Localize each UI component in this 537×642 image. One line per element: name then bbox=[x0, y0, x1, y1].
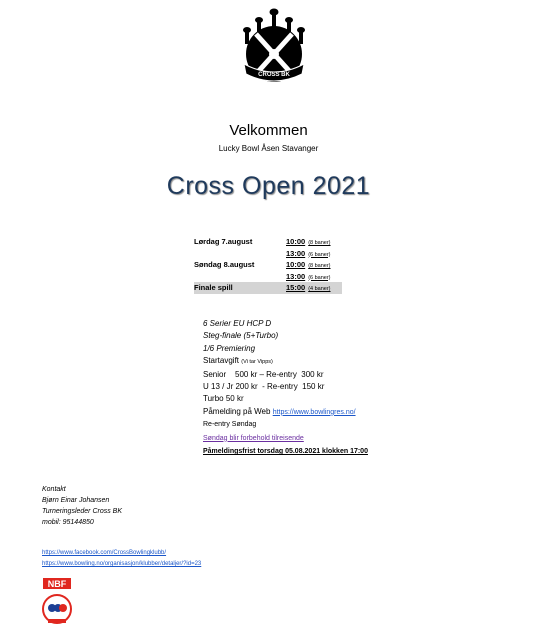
series-text: 6 Serier EU HCP D bbox=[203, 319, 272, 328]
logo-text: CROSS BK bbox=[258, 72, 290, 78]
schedule-row bbox=[194, 236, 342, 248]
venue-text: Lucky Bowl Åsen Stavanger bbox=[218, 144, 319, 153]
senior-fee: Senior 500 kr – Re-entry 300 kr bbox=[203, 369, 324, 379]
schedule-time: 10:00 (8 baner) bbox=[286, 260, 331, 269]
junior-fee: U 13 / Jr 200 kr - Re-entry 150 kr bbox=[203, 382, 325, 392]
contact-role: Turneringsleder Cross BK bbox=[42, 508, 123, 515]
schedule-row bbox=[194, 248, 342, 260]
links-block bbox=[42, 548, 201, 570]
signup-label: Påmelding på Web bbox=[203, 406, 271, 416]
contact-block bbox=[42, 484, 122, 528]
schedule-day: Lørdag 7.august bbox=[194, 237, 253, 246]
schedule-lanes: (6 baner) bbox=[308, 274, 331, 281]
schedule-lanes: (8 baner) bbox=[308, 263, 331, 269]
fee-label: Startavgift bbox=[203, 356, 240, 366]
schedule-lanes: (6 baner) bbox=[308, 251, 331, 258]
bowling-club-link[interactable]: https://www.bowling.no/organisasjon/klubber/detaljer/?id=23 bbox=[42, 561, 202, 567]
stepfinal-text: Steg-finale (5+Turbo) bbox=[203, 331, 279, 341]
schedule-time: 13:00 (6 baner) bbox=[286, 248, 331, 258]
event-info bbox=[203, 318, 443, 458]
nbf-logo bbox=[42, 577, 72, 629]
schedule-lanes: (8 baner) bbox=[308, 240, 331, 246]
welcome-heading: Velkommen bbox=[229, 122, 308, 139]
signup-link[interactable]: https://www.bowlingres.no/ bbox=[272, 408, 356, 416]
contact-label: Kontakt bbox=[42, 486, 66, 493]
schedule-row bbox=[194, 282, 342, 294]
reservation-link[interactable]: Søndag blir forbehold tilreisende bbox=[203, 434, 304, 442]
facebook-link[interactable]: https://www.facebook.com/CrossBowlingklubb/ bbox=[42, 550, 167, 556]
signup-line bbox=[203, 406, 443, 419]
contact-name: Bjørn Einar Johansen bbox=[42, 497, 110, 504]
schedule-time: 15:00 (4 baner) bbox=[286, 283, 331, 292]
schedule-day: Finale spill bbox=[194, 283, 233, 292]
nbf-letters: NBF bbox=[47, 579, 67, 589]
schedule-time: 13:00 (6 baner) bbox=[286, 271, 331, 281]
prizes-text: 1/6 Premiering bbox=[203, 343, 256, 353]
cross-bk-logo bbox=[236, 6, 312, 90]
fee-note: (Vi tar Vipps) bbox=[241, 359, 273, 366]
reentry-sunday: Re-entry Søndag bbox=[203, 421, 257, 429]
schedule-time: 10:00 (8 baner) bbox=[286, 237, 331, 246]
schedule-day: Søndag 8.august bbox=[194, 260, 255, 269]
schedule-row bbox=[194, 259, 342, 271]
turbo-fee: Turbo 50 kr bbox=[203, 394, 244, 404]
schedule-table bbox=[194, 236, 342, 294]
contact-phone: mobil: 95144850 bbox=[42, 519, 94, 526]
deadline-text: Påmeldingsfrist torsdag 05.08.2021 klokken 17:00 bbox=[203, 448, 368, 456]
schedule-lanes: (4 baner) bbox=[308, 286, 331, 292]
event-title: Cross Open 2021 bbox=[166, 172, 371, 200]
schedule-row bbox=[194, 271, 342, 283]
fee-line bbox=[203, 355, 443, 368]
